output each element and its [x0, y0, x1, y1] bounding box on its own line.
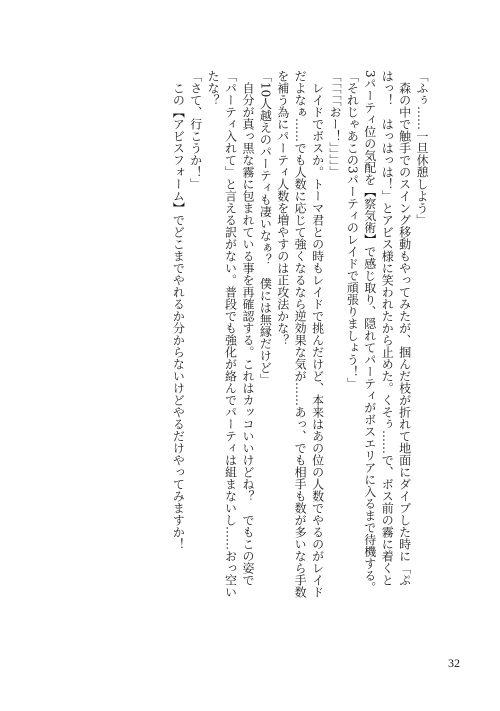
vertical-text-body [80, 70, 430, 630]
text-line: 「ふぅ……一旦休憩しよう」 [415, 70, 429, 226]
text-line: 「パーティ入れて」と言える訳がない。普段でも強化が絡んでパーティは組まないし……おっ空い [223, 70, 238, 598]
page-number: 32 [448, 656, 460, 670]
text-line: だよなぁ……でも人数に応じて強くなるなら逆効果な気が……あっ、でも相手も数が多いなら手数 [293, 70, 308, 598]
text-line: 「「「「「おー！」」」」」 [327, 70, 342, 178]
text-line: 自分が真っ黒な霧に包まれている事を再確認する。これはカッコいいけどね？ でもこの姿で [240, 70, 255, 586]
text-line: 3パーティ位の気配を【察気術】で感じ取り、隠れてパーティがボスエリアに入るまで待機する。 [362, 70, 377, 594]
text-line: はっ！ はっはっは！」とアビス様に笑われたから止めた。くそぅ……で、ボス前の霧に着くと [380, 70, 395, 586]
text-line: たな？ [206, 70, 221, 106]
text-line: 「さて、行こうか！」 [188, 70, 203, 190]
text-line: 森の中で触手でのスイング移動もやってみたが、掴んだ枝が折れて地面にダイブした時に「ぷ [397, 70, 412, 586]
text-line: 「それじゃあこの3パーティのレイドで頑張りましょう！」 [345, 70, 360, 390]
text-line: 「10人越えのパーティも凄いなぁ？ 僕には無縁だけど」 [258, 70, 273, 386]
text-line: レイドでボスか。トーマ君との時もレイドで挑んだけど、本来はあの位の人数でやるのがレイド [310, 70, 325, 598]
text-line: を補う為にパーティ人数を増やすのは正攻法かな？ [275, 70, 290, 346]
text-line: この【アビスフォーム】でどこまでやれるか分からないけどやるだけやってみますか！ [171, 70, 186, 550]
